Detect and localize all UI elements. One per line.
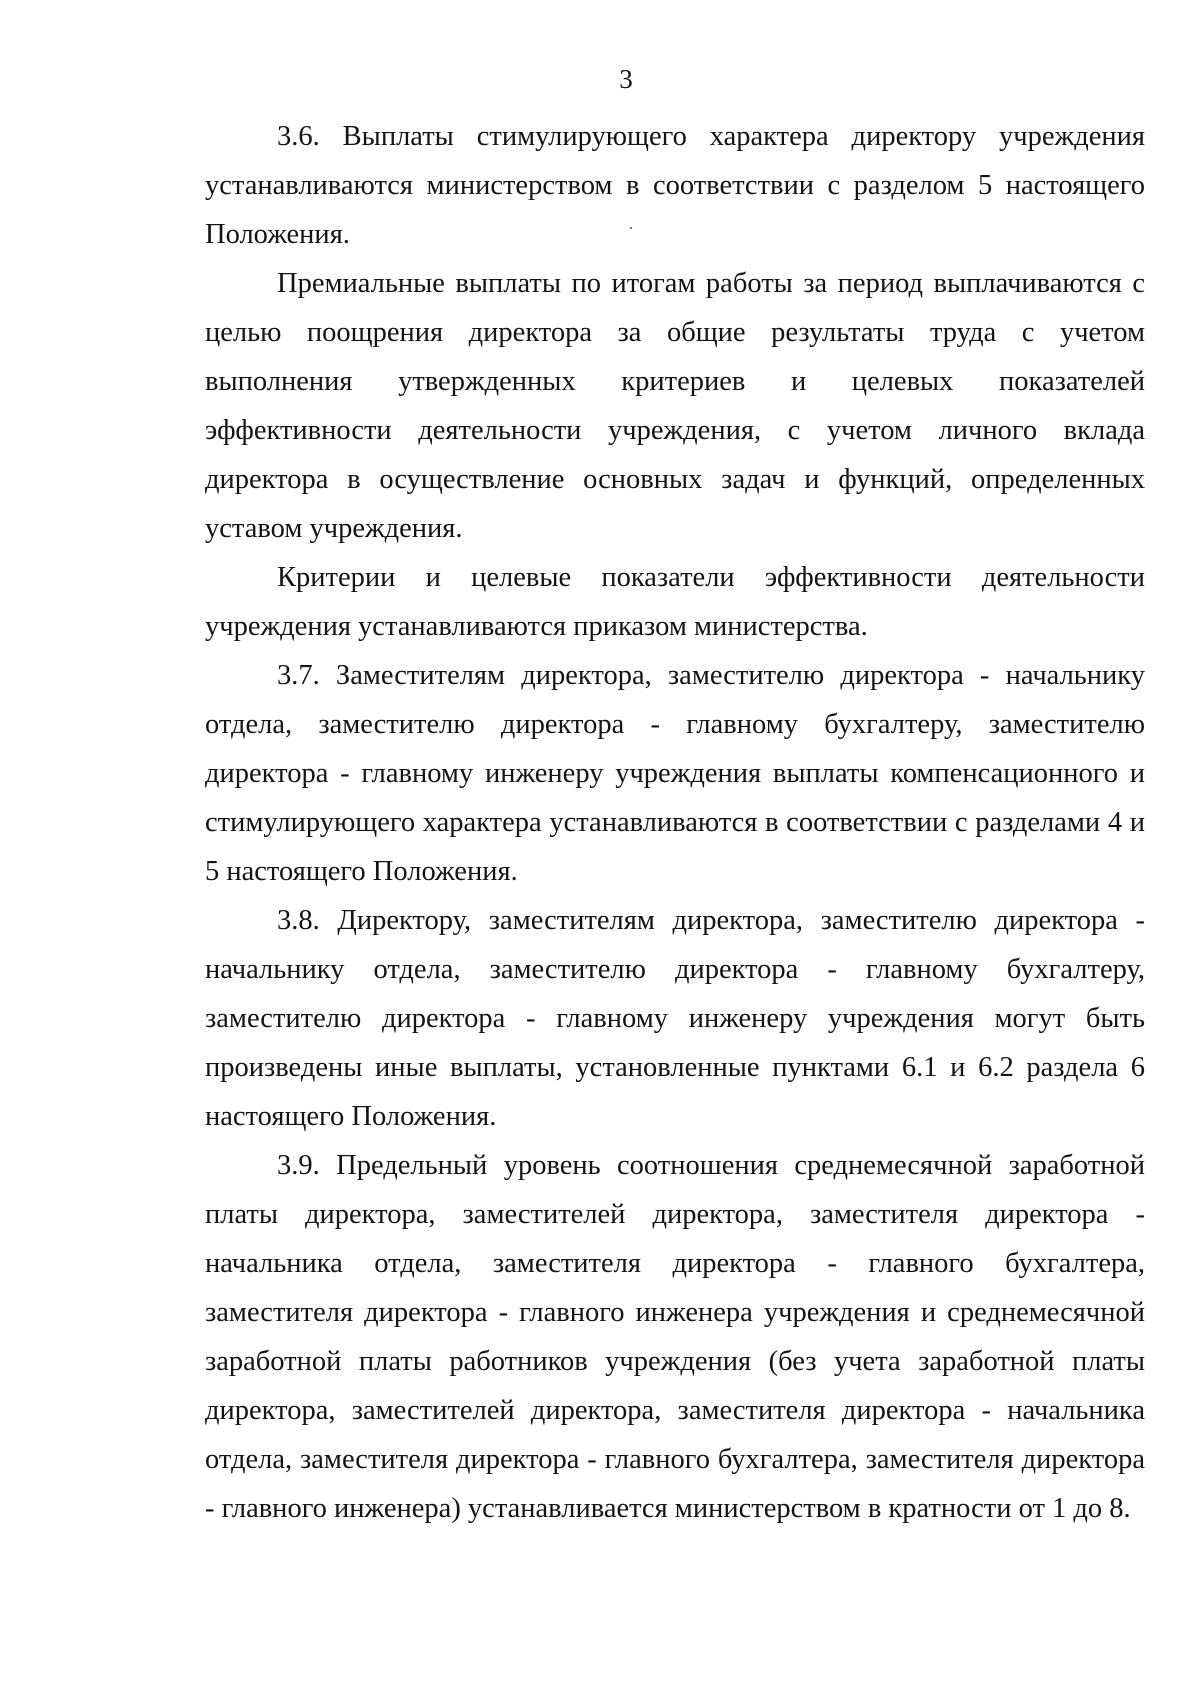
paragraph-3-8: 3.8. Директору, заместителям директора, заместителю директора - начальнику отдела, заместителю директора - главному бухгалтеру, заместителю директора - главному инженеру учреждения могут быть произведены иные выплаты, установленные пунктами 6.1 и 6.2 раздела 6 настоящего Положения. — [205, 905, 1145, 1132]
document-body — [205, 112, 1145, 1533]
paragraph-criteria: Критерии и целевые показатели эффективности деятельности учреждения устанавливаются приказом министерства. — [205, 562, 1145, 642]
paragraph-3-9: 3.9. Предельный уровень соотношения среднемесячной заработной платы директора, заместителей директора, заместителя директора - начальника отдела, заместителя директора - главного бухгалтера, заместителя директора - главного инженера учреждения и среднемесячной заработной платы работников учреждения (без учета заработной платы директора, заместителей директора, заместителя директора - начальника отдела, заместителя директора - главного бухгалтера, заместителя директора - главного инженера) устанавливается министерством в кратности от 1 до 8. — [205, 1150, 1145, 1524]
page-number: 3 — [619, 64, 633, 94]
paragraph-3-6: 3.6. Выплаты стимулирующего характера директору учреждения устанавливаются министерством в соответствии с разделом 5 настоящего Положения. — [205, 121, 1145, 250]
paragraph-premium-payments: Премиальные выплаты по итогам работы за период выплачиваются с целью поощрения директора за общие результаты труда с учетом выполнения утвержденных критериев и целевых показателей эффективности деятельности учреждения, с учетом личного вклада директора в осуществление основных задач и функций, определенных уставом учреждения. — [205, 268, 1145, 544]
paragraph-3-7: 3.7. Заместителям директора, заместителю директора - начальнику отдела, заместителю директора - главному бухгалтеру, заместителю директора - главному инженеру учреждения выплаты компенсационного и стимулирующего характера устанавливаются в соответствии с разделами 4 и 5 настоящего Положения. — [205, 660, 1145, 887]
